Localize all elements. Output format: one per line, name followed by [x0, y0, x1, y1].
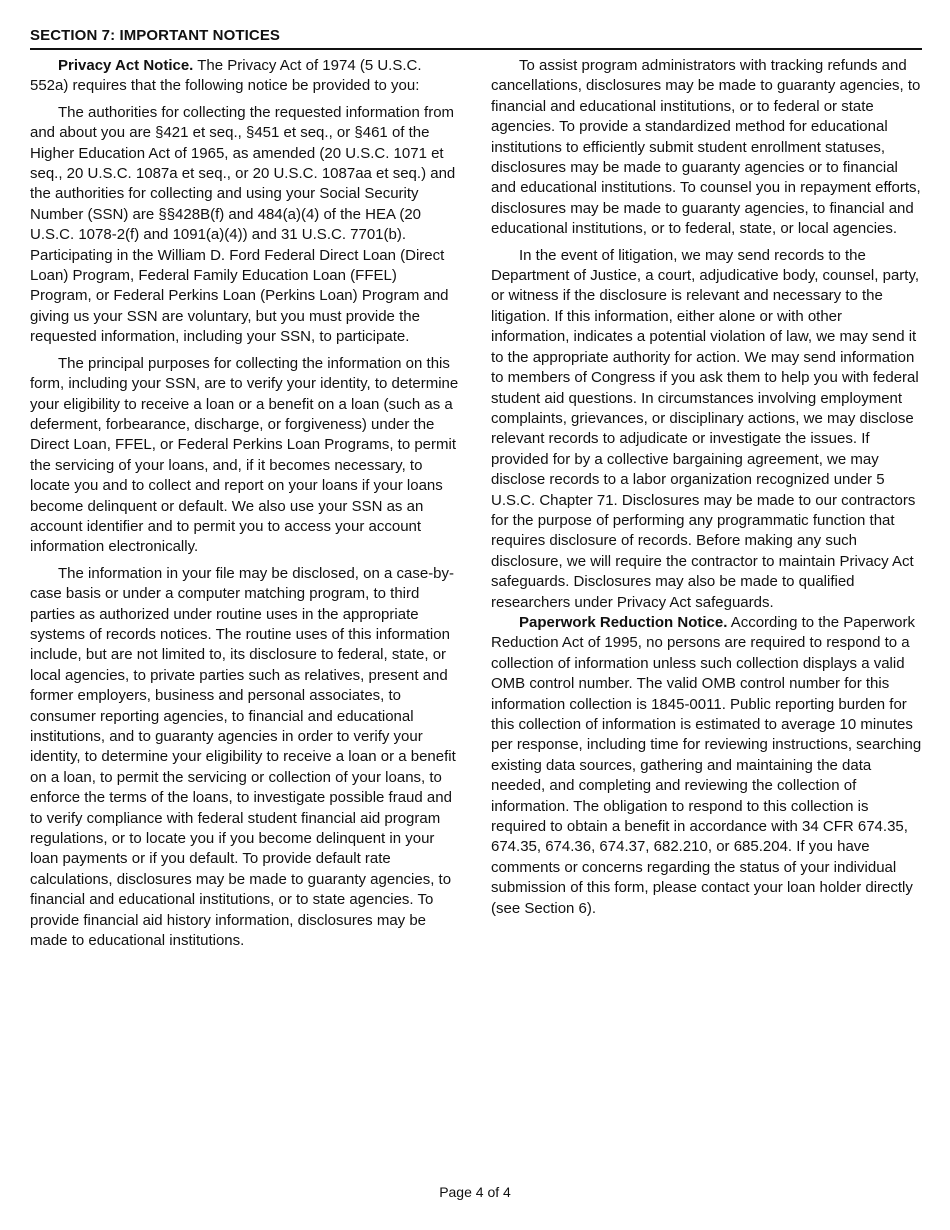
- disclosure-paragraph: The information in your file may be disclosed, on a case-by-case basis or under a computer matching program, to third parties as authorized under routine uses in the appropriate systems of records notices. The routine uses of this information include, but are not limited to, its disclosure to federal, state, or local agencies, to private parties such as relatives, present and former employers, business and personal associates, to consumer reporting agencies, to financial and educational institutions, and to guaranty agencies in order to verify your identity, to determine your eligibility to receive a loan or a benefit on a loan, to permit the servicing or collection of your loans, to enforce the terms of the loans, to investigate possible fraud and to verify compliance with federal student financial aid program regulations, or to locate you if you become delinquent in your loan payments or if you default. To provide default rate calculations, disclosures may be made to guaranty agencies, to financial and educational institutions, or to state agencies. To provide financial aid history information, disclosures may be made to educational institutions.: [30, 564, 456, 950]
- page-number: Page 4 of 4: [439, 1184, 511, 1200]
- paperwork-text: According to the Paperwork Reduction Act of 1995, no persons are required to respond to a collection of information unless such collection displays a valid OMB control number. The valid OMB control number for this information collection is 1845-0011. Public reporting burden for this collection of information is estimated to average 10 minutes per response, including time for reviewing instructions, searching existing data sources, gathering and maintaining the data needed, and completing and reviewing the collection of information. The obligation to respond to this collection is required to obtain a benefit in accordance with 34 CFR 674.35, 674.35, 674.36, 674.37, 682.210, or 685.204. If you have comments or concerns regarding the status of your individual submission of this form, please contact your loan holder directly (see Section 6).: [491, 613, 922, 917]
- left-column: [30, 56, 460, 951]
- paperwork-heading: Paperwork Reduction Notice.: [519, 613, 728, 631]
- privacy-act-intro: The Privacy Act of 1974 (5 U.S.C. 552a) requires that the following notice be provided to you:: [30, 57, 422, 95]
- privacy-act-paragraph: [30, 56, 460, 97]
- authorities-paragraph: The authorities for collecting the requested information from and about you are §421 et seq., §451 et seq., or §461 of the Higher Education Act of 1965, as amended (20 U.S.C. 1071 et seq., 20 U.S.C. 1087a et seq., or 20 U.S.C. 1087aa et seq.) and the authorities for collecting and using your Social Security Number (SSN) are §§428B(f) and 484(a)(4) of the HEA (20 U.S.C. 1078-2(f) and 1091(a)(4)) and 31 U.S.C. 7701(b). Participating in the William D. Ford Federal Direct Loan (Direct Loan) Program, Federal Family Education Loan (FFEL) Program, or Federal Perkins Loan (Perkins Loan) Program and giving us your SSN are voluntary, but you must provide the requested information, including your SSN, to participate.: [30, 103, 456, 346]
- purposes-paragraph: The principal purposes for collecting the information on this form, including your SSN, are to verify your identity, to determine your eligibility to receive a loan or a benefit on a loan (such as a deferment, forbearance, discharge, or forgiveness) under the Direct Loan, FFEL, or Federal Perkins Loan Programs, to permit the servicing of your loans, and, if it becomes necessary, to locate you and to collect and report on your loans if your loans become delinquent or default. We also use your SSN as an account identifier and to permit you to access your account information electronically.: [30, 354, 459, 556]
- section-header: [30, 26, 922, 50]
- paperwork-paragraph: [491, 613, 922, 919]
- privacy-act-heading: Privacy Act Notice.: [58, 57, 194, 74]
- litigation-paragraph: In the event of litigation, we may send records to the Department of Justice, a court, adjudicative body, counsel, party, or witness if the disclosure is relevant and necessary to the litigation. If this information, either alone or with other information, indicates a potential violation of law, we may send it to the appropriate authority for action. We may send information to members of Congress if you ask them to help you with federal student aid questions. In circumstances involving employment complaints, grievances, or disciplinary actions, we may disclose relevant records to adjudicate or investigate the issues. If provided for by a collective bargaining agreement, we may disclose records to a labor organization recognized under 5 U.S.C. Chapter 71. Disclosures may be made to our contractors for the purpose of performing any programmatic function that requires disclosure of records. Before making any such disclosure, we will require the contractor to maintain Privacy Act safeguards. Disclosures may also be made to qualified researchers under Privacy Act safeguards.: [491, 246, 919, 611]
- section-title: SECTION 7: IMPORTANT NOTICES: [30, 27, 281, 44]
- right-column: [491, 56, 922, 919]
- tracking-paragraph: To assist program administrators with tracking refunds and cancellations, disclosures may be made to guaranty agencies, to financial and educational institutions, or to federal or state agencies. To provide a standardized method for educational institutions to efficiently submit student enrollment statuses, disclosures may be made to guaranty agencies or to financial and educational institutions. To counsel you in repayment efforts, disclosures may be made to guaranty agencies, to financial and educational institutions, or to federal, state, or local agencies.: [491, 57, 921, 238]
